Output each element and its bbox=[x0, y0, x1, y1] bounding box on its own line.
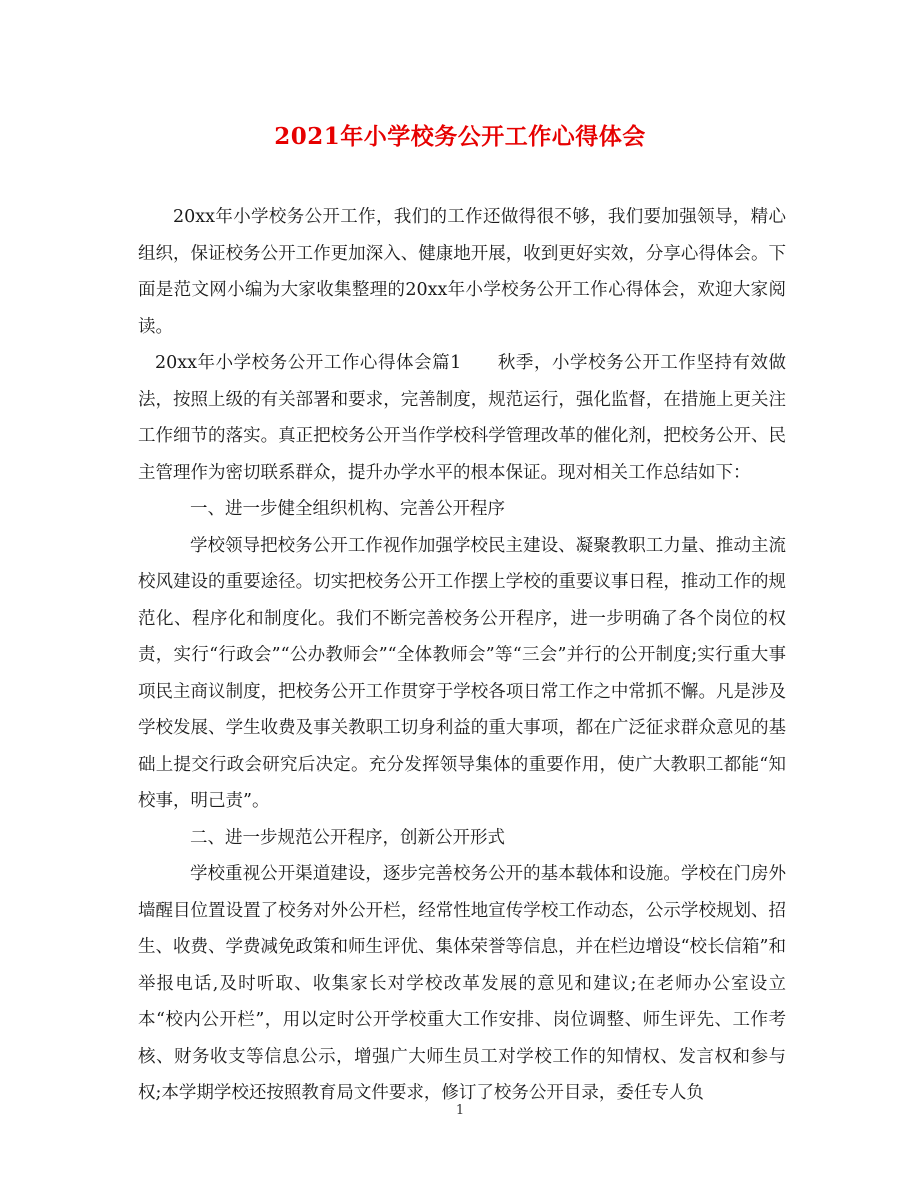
paragraph-intro: 20xx年小学校务公开工作，我们的工作还做得很不够，我们要加强领导，精心组织，保证校务公开工作更加深入、健康地开展，收到更好实效，分享心得体会。下面是范文网小编为大家收集整理的20xx年小学校务公开工作心得体会，欢迎大家阅读。 bbox=[138, 207, 786, 337]
heading-part-2: 二、进一步规范公开程序，创新公开形式 bbox=[190, 827, 505, 848]
paragraph-part-1: 学校领导把校务公开工作视作加强学校民主建设、凝聚教职工力量、推动主流校风建设的重要途径。切实把校务公开工作摆上学校的重要议事日程，推动工作的规范化、程序化和制度化。我们不断完善校务公开程序，进一步明确了各个岗位的权责，实行“行政会”“公办教师会”“全体教师会”等“三会”并行的公开制度;实行重大事项民主商议制度，把校务公开工作贯穿于学校各项日常工作之中常抓不懈。凡是涉及学校发展、学生收费及事关教职工切身利益的重大事项，都在广泛征求群众意见的基础上提交行政会研究后决定。充分发挥领导集体的重要作用，使广大教职工都能“知校事，明己责”。 bbox=[138, 535, 786, 811]
page-number: 1 bbox=[455, 1103, 465, 1118]
document-title: 2021年小学校务公开工作心得体会 bbox=[274, 123, 646, 150]
heading-part-1: 一、进一步健全组织机构、完善公开程序 bbox=[190, 499, 505, 519]
document-body bbox=[138, 199, 786, 1112]
paragraph-part-2: 学校重视公开渠道建设，逐步完善校务公开的基本载体和设施。学校在门房外墙醒目位置设置了校务对外公开栏，经常性地宣传学校工作动态，公示学校规划、招生、收费、学费减免政策和师生评优、集体荣誉等信息，并在栏边增设“校长信箱”和举报电话,及时听取、收集家长对学校改革发展的意见和建议;在老师办公室设立本“校内公开栏”，用以定时公开学校重大工作安排、岗位调整、师生评先、工作考核、财务收支等信息公示，增强广大师生员工对学校工作的知情权、发言权和参与权;本学期学校还按照教育局文件要求，修订了校务公开目录，委任专人负 bbox=[138, 864, 786, 1103]
paragraph-section-1: 20xx年小学校务公开工作心得体会篇1 秋季，小学校务公开工作坚持有效做法，按照上级的有关部署和要求，完善制度，规范运行，强化监督，在措施上更关注工作细节的落实。真正把校务公开当作学校科学管理改革的催化剂，把校务公开、民主管理作为密切联系群众，提升办学水平的根本保证。现对相关工作总结如下： bbox=[138, 353, 786, 483]
